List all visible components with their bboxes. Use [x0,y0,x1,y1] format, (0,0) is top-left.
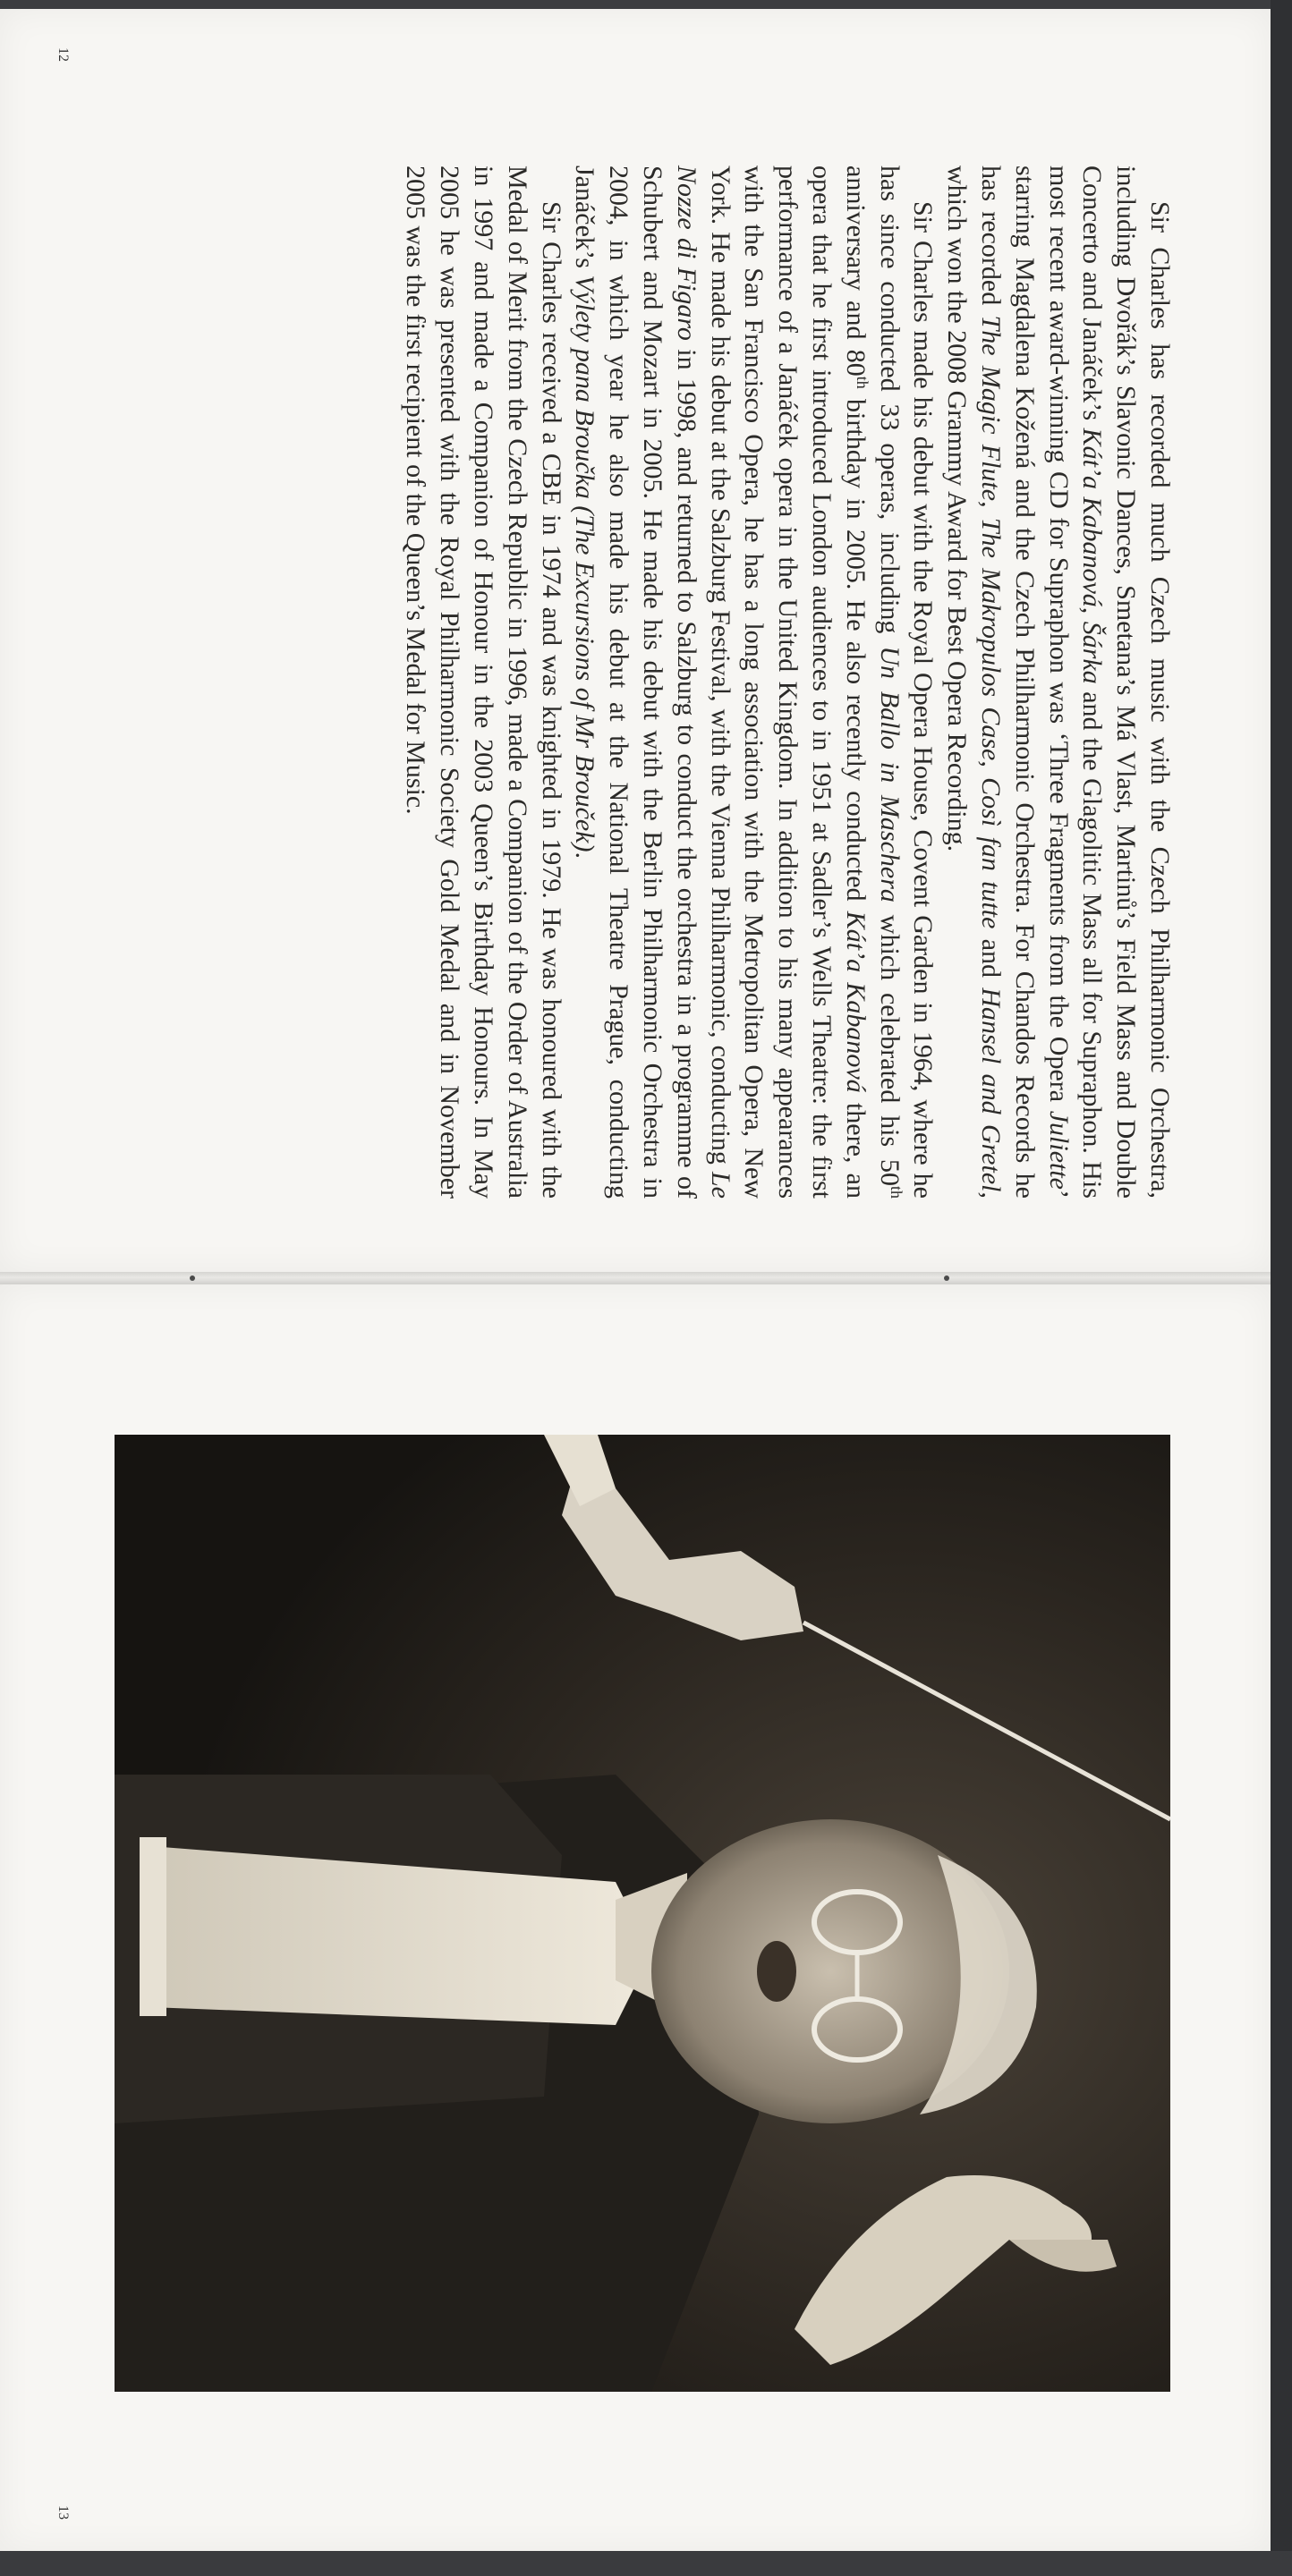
text-run: and [976,928,1007,988]
page-number-bottom: 13 [55,2505,71,2520]
text-run: . [570,852,600,860]
text-run: anniversary and 80 [840,165,871,377]
text-run: and the Glagolitic Mass all for Supraphon. His most recent award-winning CD for Supraphon was ‘Three Fragments from the Opera [1043,165,1108,1199]
scan-edge [1271,0,1292,2576]
scan-edge [0,0,1292,9]
text-run: , which won the 2008 Grammy Award for Best Opera Recording. [942,165,1007,1199]
italic-text: Kát’a Kabanová [840,911,871,1093]
italic-text: Le Nozze di Figaro [671,165,735,1199]
text-run: ’ starring Magdalena Kožená and the Czech Philharmonic Orchestra. For Chandos Records he has recorded [976,165,1074,1199]
paragraph [568,165,940,1199]
text-run: in 1998, and returned to Salzburg to conduct the orchestra in a programme of Schubert and Mozart in 2005. He made his debut with the Berlin Philharmonic Orchestra in 2004, in which year he also made his debut at the National Theatre Prague, conducting Janáček’s [570,165,701,1199]
superscript: th [853,376,871,389]
italic-text: Kát’a Kabanová, Šárka [1077,428,1108,684]
text-run: Sir Charles made his debut with the Royal Opera House, Covent Garden in 1964, where he has since conducted 33 operas, including [874,165,939,1199]
page-number-top: 12 [55,47,71,62]
biography-text [157,165,1177,1199]
conductor-photograph [115,1435,1170,2392]
text-run: Sir Charles received a CBE in 1974 and was knighted in 1979. He was honoured with the Medal of Merit from the Czech Republic in 1996, made a Companion of the Order of Australia in 1997 and made a Companion of Honour in the 2003 Queen’s Birthday Honours. In May 2005 he was presented with the Royal Philharmonic Society Gold Medal and in November 2005 was the first recipient of the Queen’s Medal for Music. [401,165,566,1199]
italic-text: Juliette [1043,1110,1074,1190]
photo-illustration [115,1435,1170,2392]
paragraph [939,165,1177,1199]
text-run: which celebrated his 50 [874,902,905,1186]
staple-mark [190,1275,195,1281]
italic-text: The Magic Flute, The Makropulos Case, Così fan tutte [976,315,1007,929]
text-run: birthday in 2005. He also recently conducted [840,388,871,911]
italic-text: Un Ballo in Maschera [874,646,905,902]
superscript: th [887,1186,905,1199]
text-run: Sir Charles has recorded much Czech music with the Czech Philharmonic Orchestra, including Dvořák’s Slavonic Dances, Smetana’s Má Vlast, Martinů’s Field Mass and Double Concerto and Janáček’s [1077,165,1175,1199]
staple-mark [944,1275,949,1281]
italic-text: Výlety pana Broučka (The Excursions of Mr Brouček) [570,275,600,852]
text-run: there, an opera that he first introduced London audiences to in 1951 at Sadler’s Wells Theatre: the first performance of a Janáček opera in the United Kingdom. In addition to his many appearances with the San Francisco Opera, he has a long association with the Metropolitan Opera, New York. He made his debut at the Salzburg Festival, with the Vienna Philharmonic, conducting [705,165,871,1199]
paragraph [399,165,568,1199]
italic-text: Hansel and Gretel [976,987,1007,1192]
scan-edge [0,2551,1292,2576]
